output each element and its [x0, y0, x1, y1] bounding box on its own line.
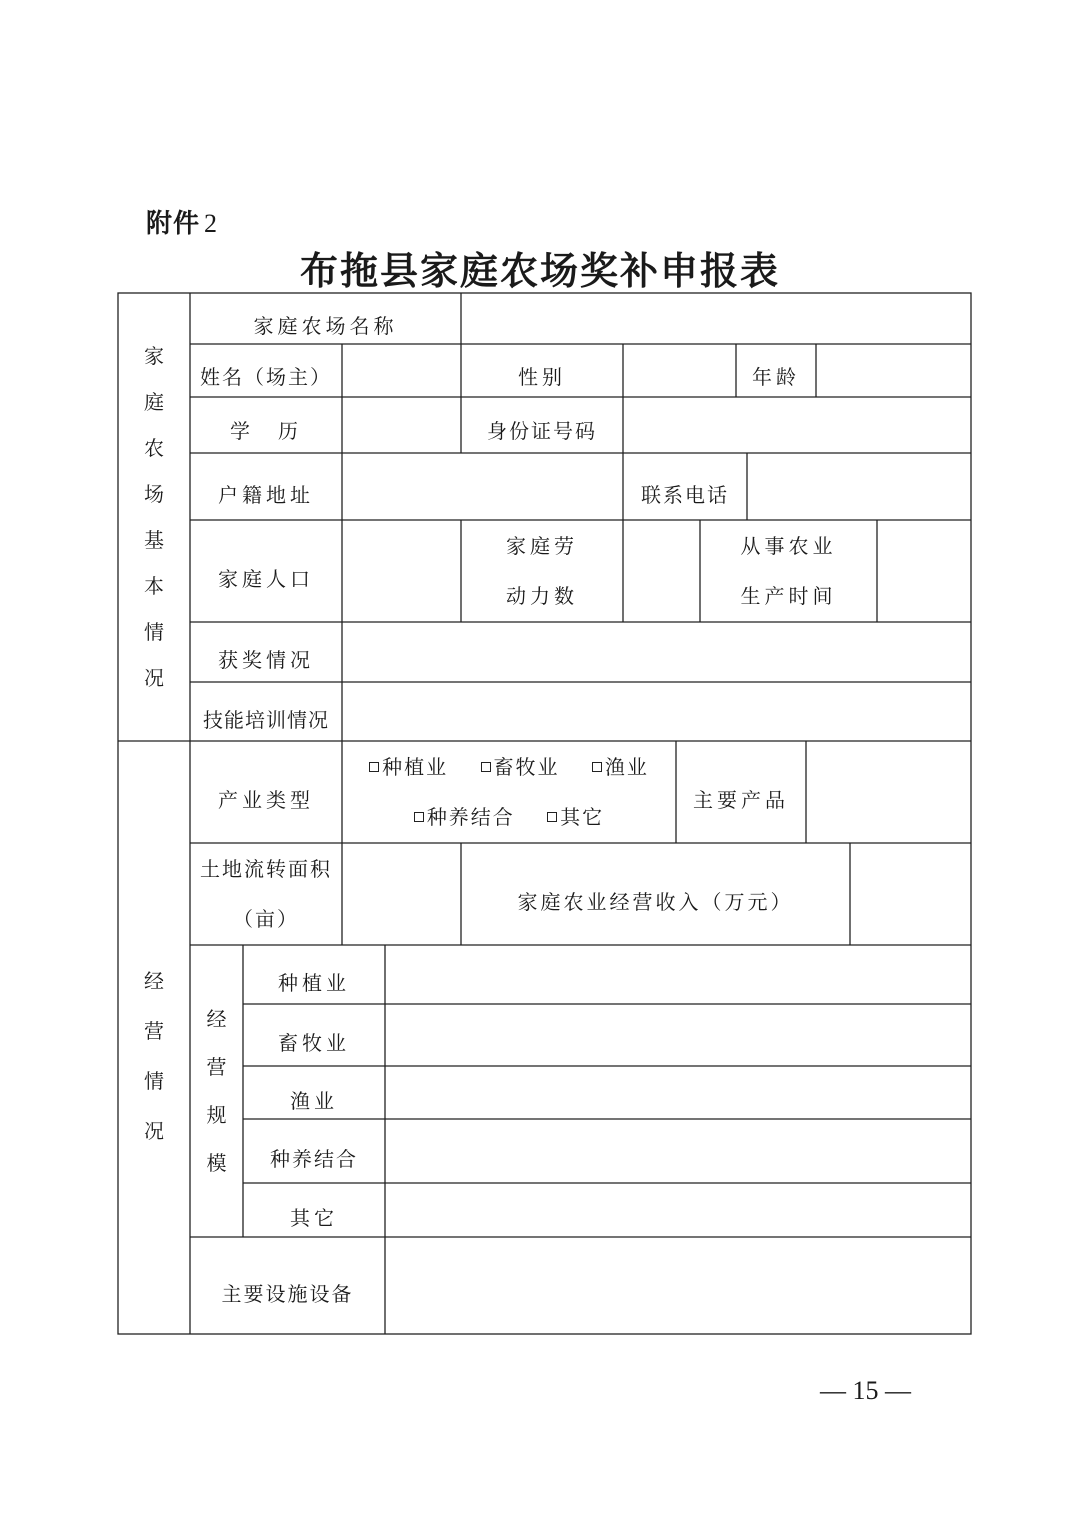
page-number: — 15 — — [820, 1376, 911, 1405]
scale-row-other-label: 其它 — [290, 1206, 338, 1230]
scale-label: 经 营 规 模 — [206, 1007, 227, 1175]
option-planting[interactable]: 种植业 — [369, 755, 448, 779]
age-field[interactable] — [816, 344, 971, 397]
phone-field[interactable] — [747, 453, 971, 520]
scale-row-planting-field[interactable] — [385, 945, 971, 1004]
income-label: 家庭农业经营收入（万元） — [517, 890, 794, 914]
scale-row-mixed-field[interactable] — [385, 1119, 971, 1183]
industry-type-label: 产业类型 — [218, 788, 314, 812]
farm-name-field[interactable] — [461, 293, 971, 344]
attachment-label: 附件 2 — [146, 209, 219, 239]
form-title: 布拖县家庭农场奖补申报表 — [299, 248, 780, 293]
training-field[interactable] — [342, 682, 971, 741]
checkbox-icon — [481, 762, 491, 772]
phone-label: 联系电话 — [641, 482, 729, 507]
scale-row-planting-label: 种植业 — [278, 970, 350, 995]
awards-field[interactable] — [342, 622, 971, 682]
income-field[interactable] — [850, 843, 971, 945]
facilities-label: 主要设施设备 — [221, 1281, 354, 1306]
farming-years-label: 从事农业 生产时间 — [740, 534, 837, 608]
checkbox-icon — [369, 762, 379, 772]
scale-row-livestock-label: 畜牧业 — [278, 1031, 350, 1055]
scale-row-livestock-field[interactable] — [385, 1004, 971, 1066]
option-other[interactable]: 其它 — [547, 805, 604, 829]
age-label: 年龄 — [752, 364, 800, 389]
gender-label: 性别 — [518, 364, 566, 389]
checkbox-icon — [592, 762, 602, 772]
training-label: 技能培训情况 — [203, 707, 329, 732]
option-fishery[interactable]: 渔业 — [592, 755, 649, 779]
scale-row-other-field[interactable] — [385, 1183, 971, 1237]
checkbox-icon — [547, 812, 557, 822]
farming-years-field[interactable] — [877, 520, 971, 622]
industry-options — [342, 741, 676, 843]
scale-row-fishery-label: 渔业 — [290, 1088, 338, 1113]
option-livestock[interactable]: 畜牧业 — [481, 755, 560, 779]
main-products-field[interactable] — [806, 741, 971, 843]
gender-field[interactable] — [623, 344, 736, 397]
land-transfer-label: 土地流转面积 （亩） — [200, 857, 332, 931]
option-mixed-farming[interactable]: 种养结合 — [414, 805, 515, 829]
id-number-label: 身份证号码 — [487, 419, 597, 443]
facilities-field[interactable] — [385, 1237, 971, 1334]
population-label: 家庭人口 — [218, 567, 314, 591]
education-label: 学 历 — [230, 419, 302, 443]
scale-row-mixed-label: 种养结合 — [270, 1147, 358, 1171]
scale-row-fishery-field[interactable] — [385, 1066, 971, 1119]
labor-count-label: 家庭劳 动力数 — [506, 534, 578, 608]
education-field[interactable] — [342, 397, 461, 453]
section-operation-label: 经 营 情 况 — [144, 969, 164, 1143]
population-field[interactable] — [342, 520, 461, 622]
section-basic-info-label: 家 庭 农 场 基 本 情 况 — [144, 344, 164, 690]
main-products-label: 主要产品 — [693, 788, 789, 812]
checkbox-icon — [414, 812, 424, 822]
farm-name-label: 家庭农场名称 — [253, 313, 398, 338]
address-field[interactable] — [342, 453, 623, 520]
address-label: 户籍地址 — [218, 482, 314, 507]
owner-name-label: 姓名（场主） — [200, 364, 332, 389]
labor-count-field[interactable] — [623, 520, 700, 622]
awards-label: 获奖情况 — [218, 648, 314, 672]
owner-name-field[interactable] — [342, 344, 461, 397]
land-transfer-field[interactable] — [342, 843, 461, 945]
id-number-field[interactable] — [623, 397, 971, 453]
